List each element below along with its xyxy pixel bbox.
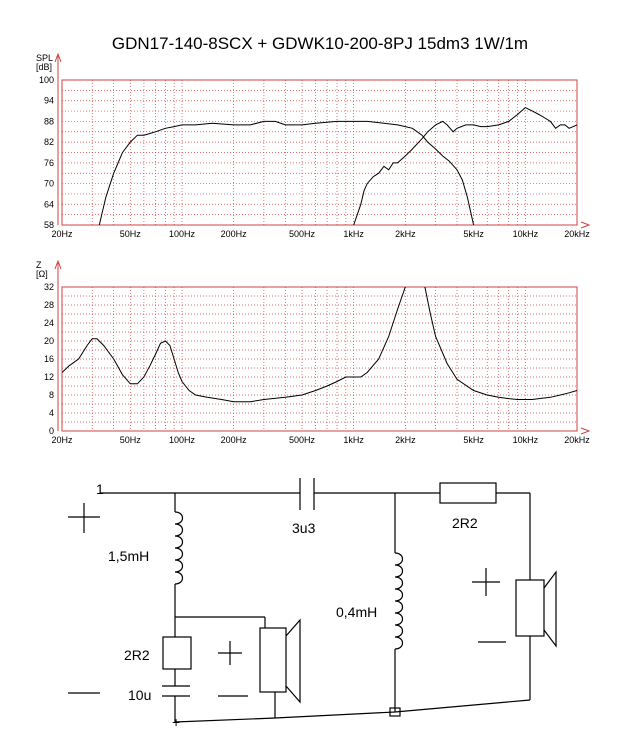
y-axis-label: SPL xyxy=(36,53,54,63)
y-tick-label: 58 xyxy=(43,220,54,230)
y-tick-label: 70 xyxy=(43,178,54,189)
y-tick-label: 64 xyxy=(43,199,54,210)
x-tick-label: 20Hz xyxy=(51,229,73,239)
x-tick-label: 200Hz xyxy=(220,229,247,239)
y-tick-label: 4 xyxy=(48,408,54,418)
y-tick-label: 100 xyxy=(38,75,54,85)
x-tick-label: 500Hz xyxy=(288,435,315,445)
y-tick-label: 12 xyxy=(43,372,54,382)
chart-title: GDN17-140-8SCX + GDWK10-200-8PJ 15dm3 1W/1m xyxy=(111,34,529,53)
y-tick-label: 20 xyxy=(43,336,54,346)
y-tick-label: 88 xyxy=(43,116,54,127)
x-tick-label: 20kHz xyxy=(564,229,590,239)
series-line-2 xyxy=(422,269,577,400)
y-axis-label: Z xyxy=(36,260,42,270)
x-tick-label: 50Hz xyxy=(119,435,141,445)
spl-chart xyxy=(36,53,590,239)
y-tick-label: 16 xyxy=(43,354,54,364)
x-tick-label: 100Hz xyxy=(168,229,195,239)
x-tick-label: 2kHz xyxy=(395,435,416,445)
inductor-0-4mh xyxy=(395,553,403,649)
x-tick-label: 10kHz xyxy=(512,229,539,239)
x-tick-label: 50Hz xyxy=(119,229,141,239)
x-tick-label: 5kHz xyxy=(463,229,484,239)
input-node-label: 1 xyxy=(96,481,104,497)
resistor-2r2-left-label: 2R2 xyxy=(124,647,150,663)
capacitor-3u3-label: 3u3 xyxy=(292,520,316,536)
x-tick-label: 200Hz xyxy=(220,435,247,445)
plot-frame xyxy=(62,80,577,225)
tweeter-speaker xyxy=(516,580,544,636)
x-tick-label: 20kHz xyxy=(564,435,590,445)
woofer-speaker xyxy=(260,628,286,692)
resistor-2r2-top xyxy=(440,483,496,503)
y-tick-label: 94 xyxy=(43,95,54,106)
y-tick-label: 32 xyxy=(43,282,54,292)
y-tick-label: 8 xyxy=(48,390,54,400)
x-axis-arrow xyxy=(581,222,589,228)
resistor-2r2-left xyxy=(163,637,191,669)
x-axis-arrow xyxy=(581,428,589,434)
plot-frame xyxy=(62,287,577,431)
y-axis-unit: [dB] xyxy=(36,62,53,72)
inductor-1-5mh xyxy=(175,512,183,584)
wire-ground xyxy=(175,700,530,722)
x-tick-label: 10kHz xyxy=(512,435,539,445)
node-mark: + xyxy=(172,714,181,730)
inductor-1-5mh-label: 1,5mH xyxy=(108,548,150,564)
impedance-chart xyxy=(36,260,590,445)
capacitor-10u-label: 10u xyxy=(128,687,152,703)
tweeter-speaker-cone xyxy=(544,572,556,646)
x-tick-label: 20Hz xyxy=(51,435,73,445)
crossover-schematic xyxy=(68,478,556,730)
woofer-speaker-cone xyxy=(286,620,300,702)
y-axis-unit: [Ω] xyxy=(36,269,48,279)
inductor-0-4mh-label: 0,4mH xyxy=(336,604,378,620)
y-tick-label: 82 xyxy=(43,137,54,148)
x-tick-label: 5kHz xyxy=(463,435,484,445)
series-line-1 xyxy=(62,269,412,402)
resistor-2r2-top-label: 2R2 xyxy=(452,515,478,531)
x-tick-label: 500Hz xyxy=(288,229,315,239)
x-tick-label: 1kHz xyxy=(343,435,364,445)
y-tick-label: 0 xyxy=(48,426,54,436)
y-tick-label: 76 xyxy=(43,157,54,168)
y-tick-label: 24 xyxy=(43,318,54,328)
x-tick-label: 100Hz xyxy=(168,435,195,445)
x-tick-label: 2kHz xyxy=(395,229,416,239)
series-line-2 xyxy=(354,108,577,225)
y-tick-label: 28 xyxy=(43,300,54,310)
x-tick-label: 1kHz xyxy=(343,229,364,239)
